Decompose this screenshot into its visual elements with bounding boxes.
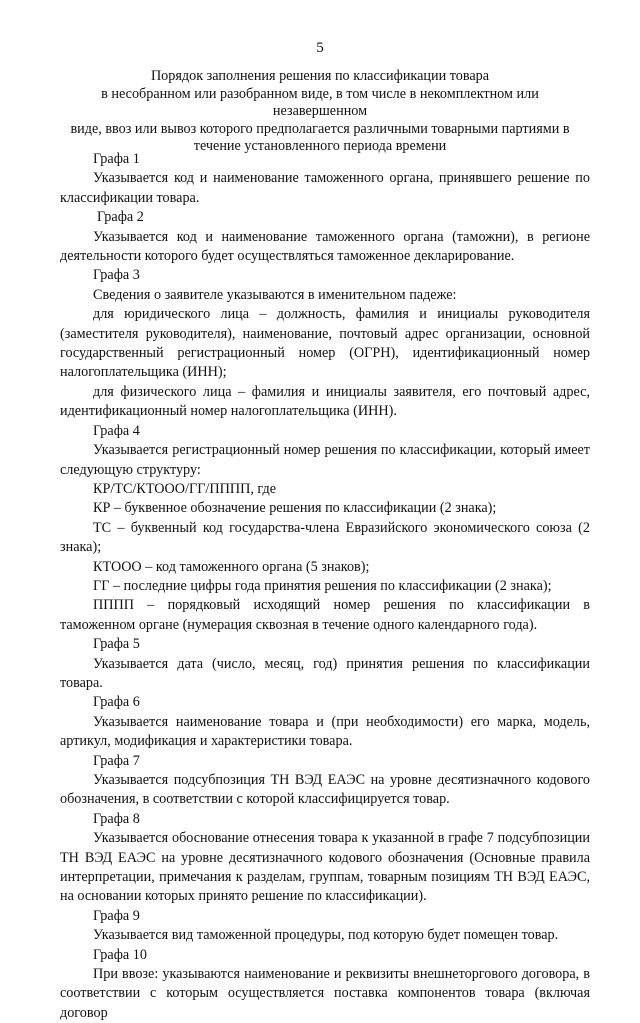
section-heading-7: Графа 7 (93, 752, 140, 769)
paragraph: Указывается обоснование отнесения товара к указанной в графе 7 подсубпозиции ТН ВЭД ЕАЭС на уровне десятизначного кодового обозначения (Основные правила интерпретации, примечания к разделам, группам, товарным позициям ТН ВЭД ЕАЭС, на основании которых принято решение по классификации). (60, 830, 590, 905)
document-body (60, 150, 590, 1023)
paragraph: КР – буквенное обозначение решения по классификации (2 знака); (93, 500, 497, 517)
title-line: Порядок заполнения решения по классификации товара (150, 68, 490, 84)
paragraph: Указывается наименование товара и (при необходимости) его марка, модель, артикул, модификация и характеристики товара. (60, 713, 590, 750)
document-title (70, 68, 570, 156)
paragraph: Указывается дата (число, месяц, год) принятия решения по классификации товара. (60, 655, 590, 691)
title-line: виде, ввоз или вывоз которого предполагается различными товарными партиями в (70, 120, 570, 137)
section-heading-3: Графа 3 (93, 267, 140, 284)
paragraph: ТС – буквенный код государства-члена Евразийского экономического союза (2 знака); (60, 519, 590, 556)
paragraph: Указывается код и наименование таможенного органа, принявшего решение по классификации товара. (60, 170, 590, 206)
paragraph: КР/ТС/КТООО/ГГ/ПППП, где (93, 480, 277, 497)
section-heading-4: Графа 4 (93, 422, 140, 439)
section-heading-1: Графа 1 (93, 151, 140, 167)
paragraph: ПППП – порядковый исходящий номер решения по классификации в таможенном органе (нумерация сквозная в течение одного календарного года). (60, 597, 590, 633)
section-heading-8: Графа 8 (93, 810, 140, 827)
paragraph: для физического лица – фамилия и инициалы заявителя, его почтовый адрес, идентификационный номер налогоплательщика (ИНН). (60, 383, 590, 420)
paragraph: Сведения о заявителе указываются в именительном падеже: (93, 286, 457, 303)
paragraph: При ввозе: указываются наименование и реквизиты внешнеторгового договора, в соответствии с которым осуществляется поставка компонентов товара (включая договор (60, 966, 590, 1021)
paragraph: для юридического лица – должность, фамилия и инициалы руководителя (заместителя руководителя), наименование, почтовый адрес организации, основной государственный регистрационный номер (ОГРН), идентификационный номер налогоплательщика (ИНН); (60, 306, 590, 381)
section-heading-2: Графа 2 (97, 209, 144, 226)
paragraph: КТООО – код таможенного органа (5 знаков); (93, 558, 370, 575)
title-line: течение установленного периода времени (193, 138, 447, 154)
title-line: в несобранном или разобранном виде, в том числе в некомплектном или незавершенном (101, 85, 539, 119)
section-heading-5: Графа 5 (93, 636, 140, 653)
paragraph: Указывается подсубпозиция ТН ВЭД ЕАЭС на уровне десятизначного кодового обозначения, в соответствии с которой классифицируется товар. (60, 772, 590, 808)
page-number: 5 (316, 40, 324, 56)
paragraph: Указывается вид таможенной процедуры, под которую будет помещен товар. (93, 927, 559, 944)
paragraph: Указывается регистрационный номер решения по классификации, который имеет следующую структуру: (60, 442, 590, 478)
paragraph: Указывается код и наименование таможенного органа (таможни), в регионе деятельности которого будет осуществляться таможенное декларирование. (60, 228, 590, 265)
paragraph: ГГ – последние цифры года принятия решения по классификации (2 знака); (93, 577, 552, 594)
section-heading-9: Графа 9 (93, 907, 140, 924)
section-heading-10: Графа 10 (93, 946, 147, 963)
section-heading-6: Графа 6 (93, 694, 140, 711)
